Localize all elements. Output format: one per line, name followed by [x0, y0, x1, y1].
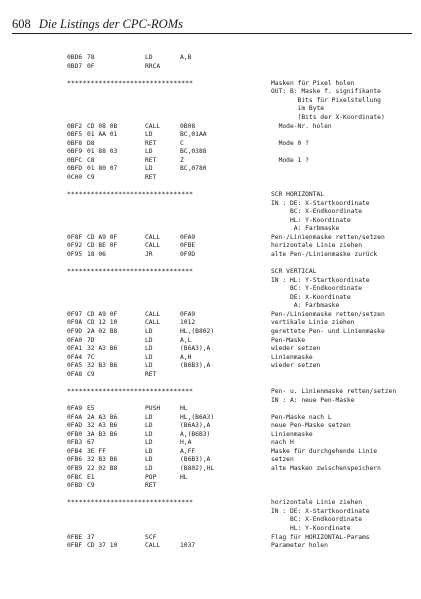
comment: IN : HL: Y-Startkoordinate: [271, 276, 370, 284]
listing-line: [0, 405, 421, 414]
listing-line: [0, 379, 421, 388]
address: 0FA4: [67, 353, 83, 361]
address: 0FB4: [67, 447, 83, 455]
listing-line: [0, 474, 421, 483]
comment: Pen- u. Linienmaske retten/setzen: [271, 387, 397, 395]
comment: gerettete Pen- und Linienmaske: [271, 328, 385, 335]
hex-bytes: CD 37 10: [87, 542, 118, 550]
comment: OUT: B: Maske f. signifikante: [271, 88, 381, 96]
hex-bytes: 2A A3 B6: [87, 413, 118, 421]
comment: Masken für Pixel holen: [271, 79, 355, 87]
operand: HL: [180, 405, 188, 413]
listing-line: [0, 397, 421, 406]
listing-line: [0, 140, 421, 149]
listing-line: [0, 319, 421, 328]
address: 0F8F: [67, 233, 83, 241]
comment: vertikale Linie ziehen: [271, 319, 355, 327]
separator-stars: ********************************: [67, 268, 194, 276]
hex-bytes: C9: [87, 370, 95, 378]
operand: 0F9D: [180, 250, 196, 258]
operand: 0FA9: [180, 310, 196, 318]
listing-line: [0, 311, 421, 320]
listing-line: [0, 182, 421, 191]
comment: alte Masken zwischenspeichern: [271, 465, 381, 472]
comment: Maske für durchgehende Linie: [271, 447, 378, 455]
address: 0FA5: [67, 362, 83, 370]
mnemonic: RET: [145, 173, 157, 181]
operand: HL,(B802): [180, 328, 215, 335]
listing-line: [0, 225, 421, 234]
hex-bytes: CD A9 0F: [87, 233, 118, 241]
comment: Pen-/Linienmaske retten/setzen: [271, 310, 385, 318]
operand: (B6A3),A: [180, 422, 211, 430]
listing-line: [0, 131, 421, 140]
hex-bytes: D8: [87, 139, 95, 147]
listing-line: [0, 508, 421, 517]
hex-bytes: 3E FF: [87, 447, 106, 455]
comment: Pen-/Linienmaske retten/setzen: [271, 233, 385, 241]
mnemonic: LD: [145, 413, 153, 421]
comment: IN : DE: X-Startkoordinate: [271, 507, 370, 515]
address: 0FBE: [67, 533, 83, 541]
mnemonic: LD: [145, 328, 153, 335]
listing-line: [0, 294, 421, 303]
hex-bytes: 32 B3 B6: [87, 456, 118, 464]
hex-bytes: 2A 02 B8: [87, 328, 118, 335]
listing-line: [0, 234, 421, 243]
operand: 0FA9: [180, 233, 196, 241]
mnemonic: LD: [145, 465, 153, 472]
separator-stars: ********************************: [67, 387, 194, 395]
operand: 1012: [180, 319, 196, 327]
comment: wieder setzen: [271, 362, 321, 370]
listing-line: [0, 165, 421, 174]
listing-line: [0, 534, 421, 543]
hex-bytes: 67: [87, 439, 95, 447]
hex-bytes: 32 A3 B6: [87, 422, 118, 430]
hex-bytes: CD BE 0F: [87, 242, 118, 250]
operand: A,L: [180, 336, 192, 344]
assembly-listing: [0, 54, 421, 594]
page-header: [12, 17, 412, 34]
mnemonic: LD: [145, 54, 153, 61]
hex-bytes: 78: [87, 54, 95, 61]
address: 0BD6: [67, 54, 83, 61]
operand: BC,0780: [180, 165, 207, 173]
listing-line: [0, 431, 421, 440]
listing-line: [0, 54, 421, 63]
address: 0FAD: [67, 422, 83, 430]
listing-line: [0, 525, 421, 534]
address: 0FA8: [67, 370, 83, 378]
mnemonic: CALL: [145, 233, 161, 241]
operand: 0B08: [180, 122, 196, 130]
hex-bytes: 37: [87, 533, 95, 541]
comment: (Bits der X-Koordinate): [271, 113, 385, 121]
listing-line: [0, 337, 421, 346]
address: 0BD7: [67, 62, 83, 70]
listing-line: [0, 114, 421, 123]
comment: Pen-Maske: [271, 336, 306, 344]
listing-line: [0, 516, 421, 525]
listing-line: [0, 268, 421, 277]
operand: (B6B3),A: [180, 362, 211, 370]
hex-bytes: C9: [87, 482, 95, 490]
address: 0F9A: [67, 319, 83, 327]
hex-bytes: 0F: [87, 62, 95, 70]
comment: SCR VERTICAL: [271, 268, 317, 276]
listing-line: [0, 242, 421, 251]
comment: neue Pen-Maske setzen: [271, 422, 351, 430]
comment: Mode 0 ?: [271, 139, 309, 147]
mnemonic: CALL: [145, 310, 161, 318]
comment: Linienmaske: [271, 430, 313, 438]
operand: BC,0388: [180, 148, 207, 156]
address: 0BF9: [67, 148, 83, 156]
listing-line: [0, 491, 421, 500]
address: 0BF8: [67, 139, 83, 147]
separator-stars: ********************************: [67, 79, 194, 87]
operand: BC,01AA: [180, 131, 207, 139]
address: 0BFC: [67, 156, 83, 164]
listing-line: [0, 191, 421, 200]
separator-stars: ********************************: [67, 499, 194, 507]
operand: HL: [180, 473, 188, 481]
comment: Bits für Pixelstellung: [271, 96, 381, 104]
mnemonic: CALL: [145, 542, 161, 550]
hex-bytes: 01 88 03: [87, 148, 118, 156]
comment: IN : A: neue Pen-Maske: [271, 396, 355, 404]
hex-bytes: 32 B3 B6: [87, 362, 118, 370]
address: 0BF5: [67, 131, 83, 139]
hex-bytes: 22 02 B8: [87, 465, 118, 472]
listing-line: [0, 328, 421, 337]
address: 0FA1: [67, 345, 83, 353]
comment: horizontale Linie ziehen: [271, 499, 362, 507]
comment: A: Farbmaske: [271, 302, 340, 310]
mnemonic: CALL: [145, 242, 161, 250]
hex-bytes: E5: [87, 405, 95, 413]
address: 0F9D: [67, 328, 83, 335]
listing-line: [0, 148, 421, 157]
mnemonic: LD: [145, 353, 153, 361]
listing-line: [0, 285, 421, 294]
comment: Parameter holen: [271, 542, 328, 550]
address: 0FA0: [67, 336, 83, 344]
comment: IN : DE: X-Startkoordinate: [271, 199, 370, 207]
listing-line: [0, 465, 421, 474]
mnemonic: LD: [145, 165, 153, 173]
listing-line: [0, 439, 421, 448]
listing-line: [0, 260, 421, 269]
mnemonic: LD: [145, 131, 153, 139]
operand: Z: [180, 156, 184, 164]
separator-stars: ********************************: [67, 191, 194, 198]
address: 0FB3: [67, 439, 83, 447]
comment: setzen: [271, 456, 294, 464]
address: 0BFD: [67, 165, 83, 173]
listing-line: [0, 542, 421, 551]
comment: nach H: [271, 439, 294, 447]
comment: BC: X-Endkoordinate: [271, 208, 362, 216]
operand: 1037: [180, 542, 196, 550]
comment: BC: Y-Endkoordinate: [271, 285, 362, 293]
comment: DE: X-Koordinate: [271, 293, 351, 301]
hex-bytes: C8: [87, 156, 95, 164]
mnemonic: RET: [145, 370, 157, 378]
comment: A: Farbmaske: [271, 225, 340, 233]
hex-bytes: E1: [87, 473, 95, 481]
address: 0FB9: [67, 465, 83, 472]
comment: Flag für HORIZONTAL-Params: [271, 533, 370, 541]
operand: 0FBE: [180, 242, 196, 250]
mnemonic: POP: [145, 473, 157, 481]
mnemonic: SCF: [145, 533, 157, 541]
address: 0FBF: [67, 542, 83, 550]
operand: H,A: [180, 439, 192, 447]
mnemonic: RRCA: [145, 62, 161, 70]
operand: A,(B6B3): [180, 430, 211, 438]
mnemonic: LD: [145, 456, 153, 464]
comment: HL: Y-Koordinate: [271, 216, 351, 224]
listing-line: [0, 371, 421, 380]
listing-line: [0, 174, 421, 183]
hex-bytes: 18 06: [87, 250, 106, 258]
listing-line: [0, 388, 421, 397]
listing-line: [0, 200, 421, 209]
listing-line: [0, 217, 421, 226]
comment: wieder setzen: [271, 345, 321, 353]
address: 0C00: [67, 173, 83, 181]
page-number: 608: [12, 17, 31, 31]
address: 0FBD: [67, 482, 83, 490]
hex-bytes: CD A9 0F: [87, 310, 118, 318]
operand: C: [180, 139, 184, 147]
mnemonic: CALL: [145, 122, 161, 130]
listing-line: [0, 251, 421, 260]
mnemonic: LD: [145, 447, 153, 455]
listing-line: [0, 71, 421, 80]
listing-line: [0, 422, 421, 431]
listing-line: [0, 448, 421, 457]
listing-line: [0, 63, 421, 72]
hex-bytes: 01 80 07: [87, 165, 118, 173]
listing-line: [0, 105, 421, 114]
address: 0FB6: [67, 456, 83, 464]
operand: (B802),HL: [180, 465, 215, 472]
comment: Mode 1 ?: [271, 156, 309, 164]
listing-line: [0, 482, 421, 491]
comment: alte Pen-/Linienmaske zurück: [271, 250, 378, 258]
listing-line: [0, 97, 421, 106]
page-title: Die Listings der CPC-ROMs: [38, 17, 183, 31]
operand: A,H: [180, 353, 192, 361]
mnemonic: LD: [145, 362, 153, 370]
comment: BC: X-Endkoordinate: [271, 516, 362, 524]
listing-line: [0, 302, 421, 311]
hex-bytes: 32 A3 B6: [87, 345, 118, 353]
listing-line: [0, 499, 421, 508]
listing-line: [0, 345, 421, 354]
address: 0FBC: [67, 473, 83, 481]
address: 0FA9: [67, 405, 83, 413]
address: 0FB0: [67, 430, 83, 438]
address: 0BF2: [67, 122, 83, 130]
hex-bytes: C9: [87, 173, 95, 181]
listing-line: [0, 88, 421, 97]
mnemonic: LD: [145, 430, 153, 438]
comment: HL: Y-Koordinate: [271, 524, 351, 532]
hex-bytes: 7C: [87, 353, 95, 361]
operand: (B6A3),A: [180, 345, 211, 353]
address: 0FAA: [67, 413, 83, 421]
address: 0F95: [67, 250, 83, 258]
comment: horizontale Linie ziehen: [271, 242, 362, 250]
address: 0F92: [67, 242, 83, 250]
listing-line: [0, 157, 421, 166]
mnemonic: RET: [145, 156, 157, 164]
operand: A,B: [180, 54, 192, 61]
listing-line: [0, 277, 421, 286]
listing-line: [0, 354, 421, 363]
hex-bytes: 01 AA 01: [87, 131, 118, 139]
mnemonic: LD: [145, 422, 153, 430]
hex-bytes: CD 12 10: [87, 319, 118, 327]
mnemonic: PUSH: [145, 405, 161, 413]
operand: (B6B3),A: [180, 456, 211, 464]
operand: HL,(B6A3): [180, 413, 215, 421]
hex-bytes: 3A B3 B6: [87, 430, 118, 438]
comment: im Byte: [271, 105, 325, 113]
comment: Mode-Nr. holen: [271, 122, 332, 130]
mnemonic: RET: [145, 139, 157, 147]
listing-line: [0, 414, 421, 423]
comment: Linienmaske: [271, 353, 313, 361]
mnemonic: LD: [145, 148, 153, 156]
hex-bytes: 7D: [87, 336, 95, 344]
mnemonic: JR: [145, 250, 153, 258]
mnemonic: LD: [145, 345, 153, 353]
address: 0F97: [67, 310, 83, 318]
comment: Pen-Maske nach L: [271, 413, 332, 421]
listing-line: [0, 208, 421, 217]
comment: SCR HORIZONTAL: [271, 191, 325, 198]
listing-line: [0, 362, 421, 371]
mnemonic: CALL: [145, 319, 161, 327]
listing-line: [0, 80, 421, 89]
mnemonic: LD: [145, 439, 153, 447]
listing-line: [0, 456, 421, 465]
mnemonic: RET: [145, 482, 157, 490]
operand: A,FF: [180, 447, 196, 455]
hex-bytes: CD 08 0B: [87, 122, 118, 130]
mnemonic: LD: [145, 336, 153, 344]
listing-line: [0, 123, 421, 132]
